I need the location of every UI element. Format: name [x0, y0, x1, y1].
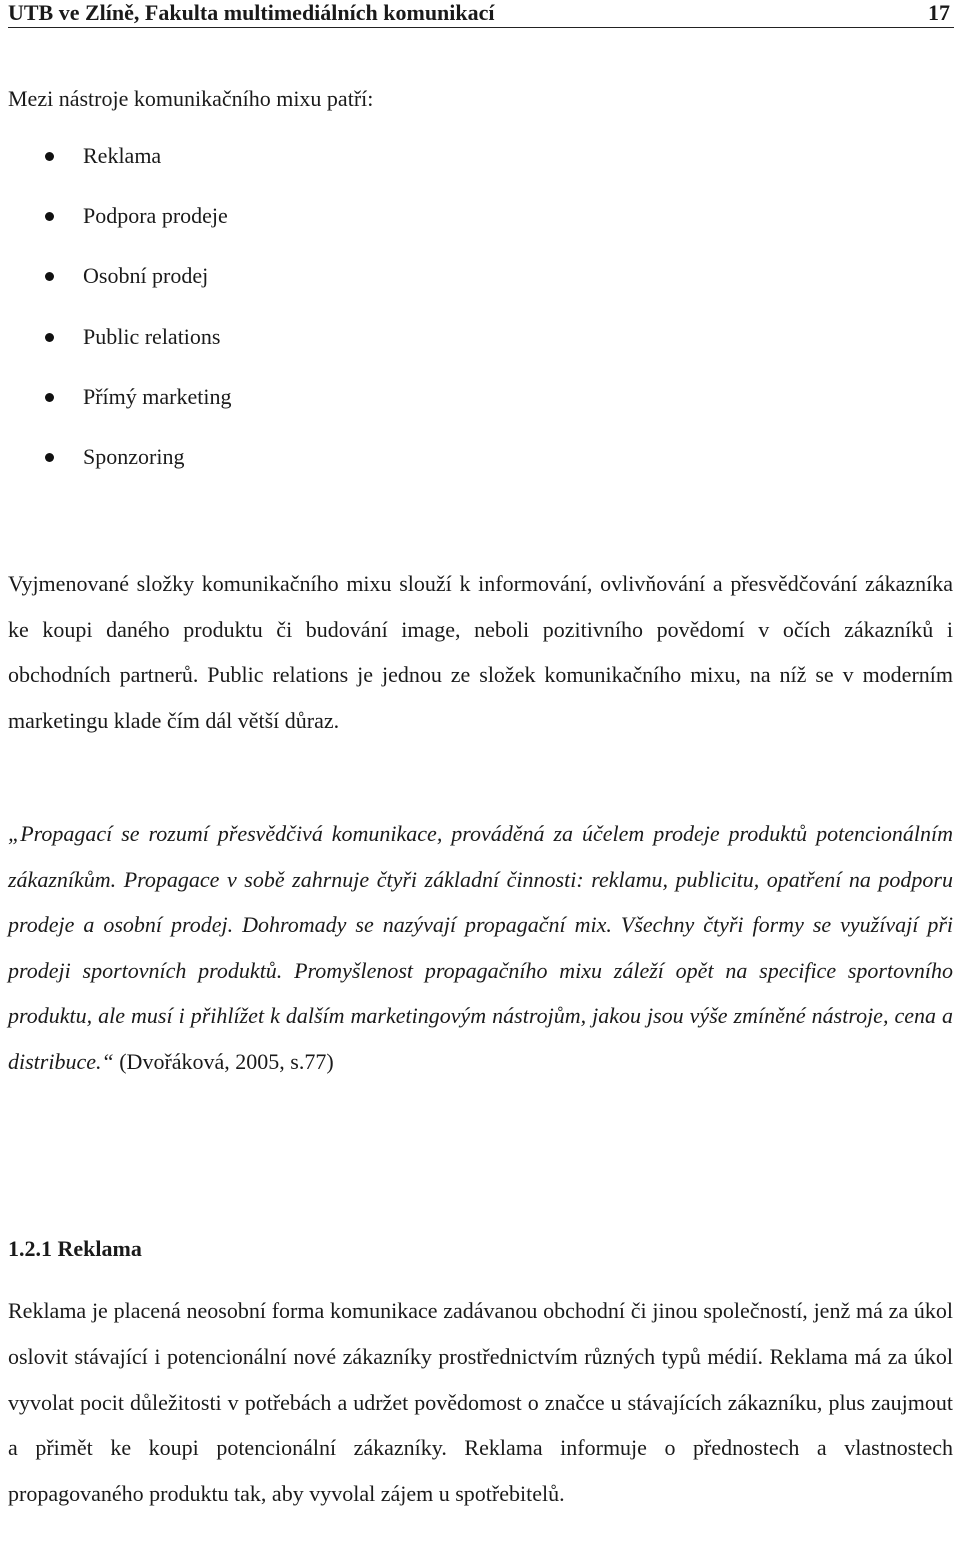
bullet-icon [45, 152, 54, 161]
intro-text: Mezi nástroje komunikačního mixu patří: [8, 86, 374, 111]
section-heading: 1.2.1 Reklama [8, 1236, 142, 1261]
body-paragraph: Reklama je placená neosobní forma komunikace zadávanou obchodní či jinou společností, jenž má za úkol oslovit stávající i potencionální nové zákazníky prostřednictvím různých typů médií. Reklama má za úkol vyvolat pocit důležitosti v potřebách a udržet povědomost o značce u stávajících zákazníku, plus zaujmout a přimět ke koupi potencionální zákazníky. Reklama informuje o přednostech a vlastnostech propagovaného produktu tak, aby vyvolal zájem u spotřebitelů. [8, 1298, 953, 1507]
bullet-icon [45, 333, 54, 342]
bullet-icon [45, 393, 54, 402]
quote-text: „Propagací se rozumí přesvědčivá komunikace, prováděná za účelem prodeje produktů potencionálním zákazníkům. Propagace v sobě zahrnuje čtyři základní činnosti: reklamu, publicitu, opatření na podporu prodeje a osobní prodej. Dohromady se nazývají propagační mix. Všechny čtyři formy se využívají při prodeji sportovních produktů. Promyšlenost propagačního mixu záleží opět na specifice sportovního produktu, ale musí i přihlížet k dalším marketingovým nástrojům, jakou jsou výše zmíněné nástroje, cena a distribuce.“ [8, 821, 953, 1074]
list-item-label: Podpora prodeje [83, 203, 228, 229]
list-item [8, 382, 231, 442]
list-item [8, 201, 231, 261]
page-number: 17 [928, 0, 950, 25]
list-item-label: Public relations [83, 323, 221, 349]
body-paragraph: Vyjmenované složky komunikačního mixu slouží k informování, ovlivňování a přesvědčování zákazníka ke koupi daného produktu či budování image, neboli pozitivního povědomí v očích zákazníků i obchodních partnerů. Public relations je jednou ze složek komunikačního mixu, na níž se v moderním marketingu klade čím dál větší důraz. [8, 571, 953, 733]
header-title: UTB ve Zlíně, Fakulta multimediálních komunikací [8, 0, 495, 25]
quote-citation: (Dvořáková, 2005, s.77) [119, 1048, 334, 1074]
list-item-label: Přímý marketing [83, 383, 232, 409]
page-header [8, 0, 954, 28]
bullet-icon [45, 212, 54, 221]
list-item [8, 442, 231, 502]
list-item [8, 261, 231, 321]
bullet-icon [45, 272, 54, 281]
list-item [8, 141, 231, 201]
list-item-label: Sponzoring [83, 443, 185, 469]
bullet-icon [45, 453, 54, 462]
tools-list [8, 141, 231, 502]
list-item-label: Reklama [83, 143, 162, 168]
list-item-label: Osobní prodej [83, 263, 209, 289]
list-item [8, 322, 231, 382]
quote-paragraph [8, 811, 953, 1084]
